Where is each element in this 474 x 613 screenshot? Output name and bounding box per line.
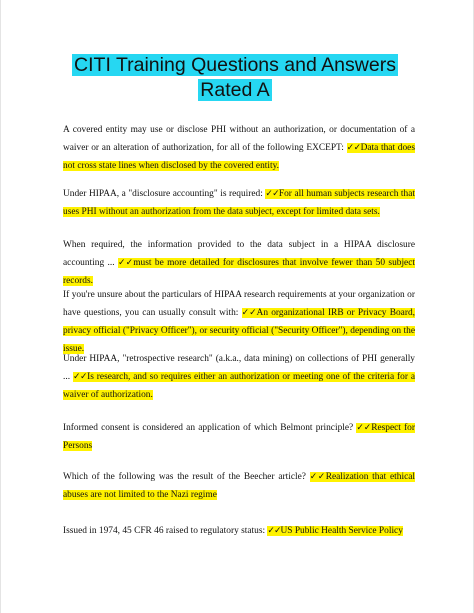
answer-text: Realization that ethical abuses are not limited to the Nazi regime (63, 472, 416, 500)
qa-item-8 (63, 522, 415, 540)
question-text: A covered entity may use or disclose PHI without an authorization, or documentation of a waiver or an alteration of authorization, for all of the following EXCEPT: (63, 125, 415, 153)
answer-text: An organizational IRB or Privacy Board, privacy official ("Privacy Officer"), or security official ("Security Officer"), depending on the issue. (63, 308, 415, 354)
answer-text: must be more detailed for disclosures that involve fewer than 50 subject records. (63, 258, 415, 286)
answer-highlight (63, 372, 415, 400)
qa-item-2 (63, 185, 415, 221)
qa-item-7 (63, 468, 415, 504)
question-text: Under HIPAA, "retrospective research" (a.k.a., data mining) on collections of PHI generally ... (63, 354, 415, 382)
question-text: When required, the information provided to the data subject in a HIPAA disclosure accounting ... (63, 240, 415, 268)
answer-text: Respect for Persons (63, 423, 415, 451)
answer-text: Is research, and so requires either an authorization or meeting one of the criteria for a waiver of authorization. (63, 372, 416, 400)
double-check-icon: ✓✓ (267, 526, 281, 536)
double-check-icon: ✓✓ (356, 423, 372, 433)
double-check-icon: ✓✓ (346, 143, 361, 153)
question-text: Which of the following was the result of the Beecher article? (63, 472, 310, 482)
qa-item-3 (63, 236, 415, 290)
question-text: Issued in 1974, 45 CFR 46 raised to regulatory status: (63, 526, 268, 536)
question-text: Informed consent is considered an application of which Belmont principle? (63, 423, 357, 433)
qa-item-6 (63, 419, 415, 455)
title-block (65, 53, 405, 103)
double-check-icon: ✓✓ (118, 258, 134, 268)
qa-item-4 (63, 286, 415, 358)
double-check-icon: ✓✓ (309, 472, 326, 482)
qa-item-1 (63, 121, 415, 175)
question-text: If you're unsure about the particulars of HIPAA research requirements at your organization or have questions, you can usually consult with: (63, 290, 415, 318)
double-check-icon: ✓✓ (72, 372, 88, 382)
answer-text: Data that does not cross state lines when disclosed by the covered entity. (63, 143, 415, 171)
qa-item-5 (63, 350, 415, 404)
double-check-icon: ✓✓ (241, 308, 257, 318)
answer-highlight (267, 526, 402, 536)
question-text: Under HIPAA, a "disclosure accounting" is required: (63, 189, 266, 199)
answer-text: For all human subjects research that uses PHI without an authorization from the data subject, except for limited data sets. (63, 189, 415, 217)
document-title: CITI Training Questions and Answers Rated A (74, 54, 396, 101)
double-check-icon: ✓✓ (265, 189, 279, 199)
answer-text: US Public Health Service Policy (280, 526, 403, 536)
